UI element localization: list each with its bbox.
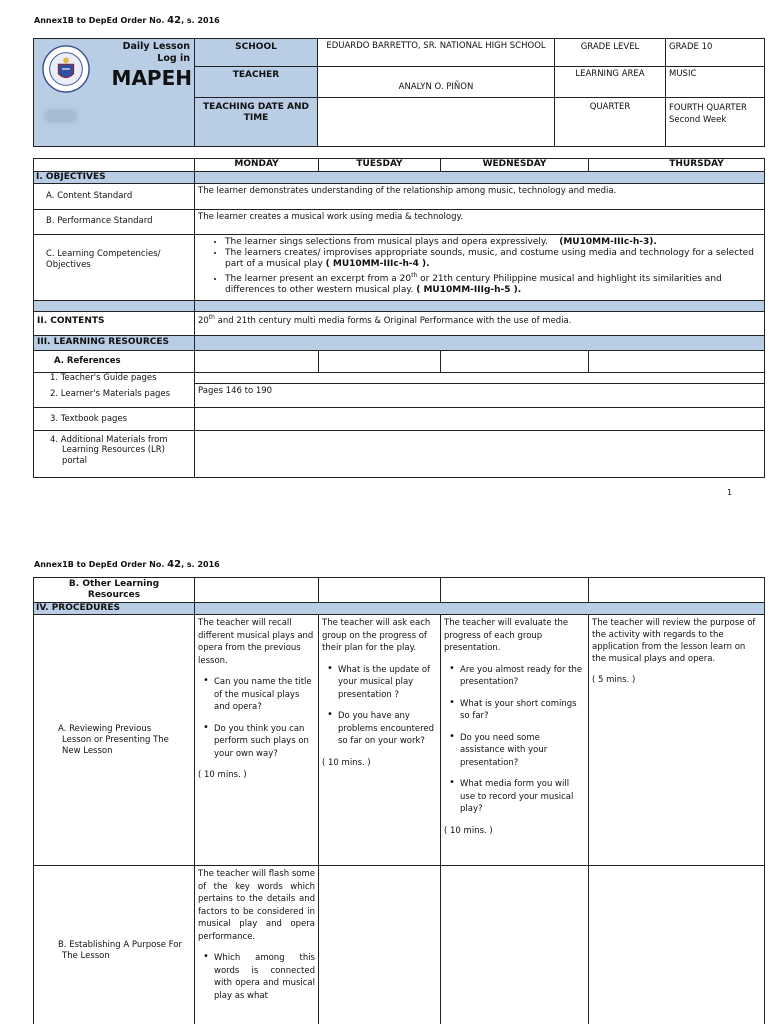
performance-standard-label: B. Performance Standard: [34, 210, 195, 235]
school-value: EDUARDO BARRETTO, SR. NATIONAL HIGH SCHOOL: [318, 39, 555, 67]
review-wednesday: [441, 615, 589, 866]
other-resources-monday: [195, 578, 319, 603]
deped-seal-icon: [42, 45, 90, 93]
textbook-label: 3. Textbook pages: [34, 407, 195, 430]
procedures-table: [33, 577, 765, 1024]
references-label: A. References: [34, 350, 195, 372]
resources-bar: [195, 336, 765, 350]
day-thursday: THURSDAY: [589, 159, 765, 172]
day-monday: MONDAY: [195, 159, 319, 172]
school-label: SCHOOL: [195, 39, 318, 67]
spacer-blue-bar: [195, 301, 765, 312]
purpose-monday-intro: The teacher will flash some of the key words which pertains to the details and factors to be considered in musical play and opera performance.: [198, 869, 315, 942]
purpose-monday: [195, 866, 319, 1024]
days-blank: [34, 159, 195, 172]
contents-title: II. CONTENTS: [34, 312, 195, 336]
learners-materials-label: 2. Learner's Materials pages: [34, 383, 195, 407]
day-tuesday: TUESDAY: [319, 159, 441, 172]
review-wednesday-question: • Are you almost ready for the presentation?: [444, 664, 585, 689]
review-wednesday-time: ( 10 mins. ): [444, 825, 493, 836]
purpose-wednesday: [441, 866, 589, 1024]
grade-level-label: GRADE LEVEL: [555, 39, 666, 67]
teaching-date-label: TEACHING DATE AND TIME: [195, 98, 318, 147]
review-tuesday-question: • What is the update of your musical play presentation ?: [322, 664, 437, 702]
other-resources-tuesday: [319, 578, 441, 603]
references-tuesday: [319, 350, 441, 372]
review-thursday-intro: The teacher will review the purpose of the activity with regards to the application from the lesson learn on the musical plays and opera.: [592, 618, 756, 665]
procedures-bar: [195, 603, 765, 615]
content-standard-label: A. Content Standard: [34, 184, 195, 210]
quarter-label: QUARTER: [555, 98, 666, 147]
additional-materials-value: [195, 430, 765, 477]
subject-title: MAPEH: [111, 66, 192, 90]
review-thursday-time: ( 5 mins. ): [592, 675, 636, 686]
grade-level-value: GRADE 10: [666, 39, 765, 67]
learners-materials-value: Pages 146 to 190: [195, 383, 765, 407]
procedures-title: IV. PROCEDURES: [34, 603, 195, 615]
objectives-bar: [195, 172, 765, 184]
learning-resources-title: III. LEARNING RESOURCES: [34, 336, 195, 350]
teachers-guide-value: [195, 372, 765, 383]
review-label: A. Reviewing Previous Lesson or Presenting The New Lesson: [34, 615, 195, 866]
spacer-blue: [34, 301, 195, 312]
performance-standard-value: The learner creates a musical work using media & technology.: [195, 210, 765, 235]
competency-item: • The learner present an excerpt from a 20th or 21th century Philippine musical and highlight its similarities and differences to other western musical play. ( MU10MM-IIIg-h-5 ).: [225, 270, 761, 296]
review-wednesday-intro: The teacher will evaluate the progress of each group presentation.: [444, 618, 569, 654]
review-monday-question: • Do you think you can perform such plays on your own way?: [198, 723, 315, 761]
header-table: [33, 38, 765, 147]
teacher-label: TEACHER: [195, 67, 318, 98]
purpose-thursday: [589, 866, 765, 1024]
review-thursday: [589, 615, 765, 866]
purpose-tuesday: [319, 866, 441, 1024]
references-thursday: [589, 350, 765, 372]
content-standard-value: The learner demonstrates understanding of the relationship among music, technology and media.: [195, 184, 765, 210]
objectives-title: I. OBJECTIVES: [34, 172, 195, 184]
dll-title: Daily Lesson Log in: [122, 41, 190, 64]
learning-area-label: LEARNING AREA: [555, 67, 666, 98]
competency-item: • The learner sings selections from musical plays and opera expressively. (MU10MM-IIIc-h-3).: [225, 237, 761, 248]
review-wednesday-question: • What is your short comings so far?: [444, 698, 585, 723]
review-tuesday: [319, 615, 441, 866]
review-wednesday-question: • Do you need some assistance with your presentation?: [444, 732, 585, 770]
annex-reference-2: Annex1B to DepEd Order No. 42, s. 2016: [34, 559, 220, 570]
objectives-table: [33, 158, 765, 478]
other-resources-thursday: [589, 578, 765, 603]
purpose-monday-question: • Which among this words is connected with opera and musical play as what: [198, 952, 315, 1002]
review-tuesday-intro: The teacher will ask each group on the progress of their plan for the play.: [322, 618, 431, 654]
review-monday-time: ( 10 mins. ): [198, 770, 247, 781]
day-wednesday: WEDNESDAY: [441, 159, 589, 172]
competency-item: • The learners creates/ improvises appropriate sounds, music, and costume using media and technology for a selected part of a musical play ( MU10MM-IIIc-h-4 ).: [225, 248, 761, 270]
review-monday: [195, 615, 319, 866]
learning-area-value: MUSIC: [666, 67, 765, 98]
teachers-guide-label: 1. Teacher's Guide pages: [34, 372, 195, 383]
additional-materials-label: 4. Additional Materials from Learning Resources (LR) portal: [34, 430, 195, 477]
references-monday: [195, 350, 319, 372]
review-monday-intro: The teacher will recall different musical plays and opera from the previous lesson.: [198, 618, 314, 666]
annex-reference: Annex1B to DepEd Order No. 42, s. 2016: [34, 15, 220, 26]
review-tuesday-time: ( 10 mins. ): [322, 757, 371, 768]
competencies-label: C. Learning Competencies/ Objectives: [34, 235, 195, 301]
teacher-value: ANALYN O. PIÑON: [318, 67, 555, 98]
other-resources-label: B. Other Learning Resources: [34, 578, 195, 603]
dll-header-logo-cell: [34, 39, 195, 147]
review-tuesday-question: • Do you have any problems encountered so far on your work?: [322, 710, 437, 748]
teaching-date-value: [318, 98, 555, 147]
review-wednesday-question: • What media form you will use to record your musical play?: [444, 778, 585, 816]
textbook-value: [195, 407, 765, 430]
quarter-value: FOURTH QUARTER Second Week: [666, 98, 765, 147]
references-wednesday: [441, 350, 589, 372]
smudge: [44, 109, 78, 123]
review-monday-question: • Can you name the title of the musical plays and opera?: [198, 676, 315, 714]
other-resources-wednesday: [441, 578, 589, 603]
page-number: 1: [727, 488, 733, 497]
purpose-label: B. Establishing A Purpose For The Lesson: [34, 866, 195, 1024]
competencies-list: [195, 235, 765, 301]
contents-value: 20th and 21th century multi media forms & Original Performance with the use of media.: [195, 312, 765, 336]
